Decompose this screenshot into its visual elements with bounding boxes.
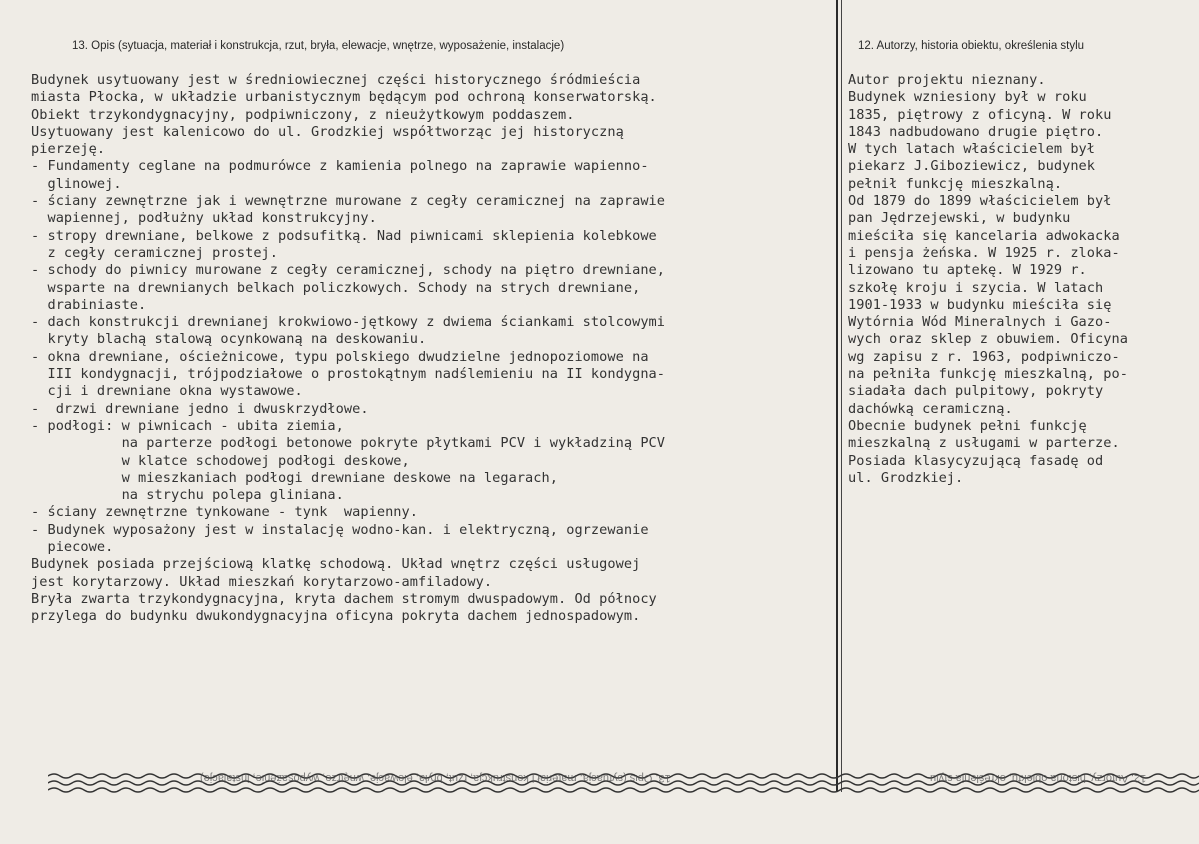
text-line: pełnił funkcję mieszkalną.: [848, 175, 1063, 192]
text-line: pierzeję.: [31, 141, 106, 158]
column-divider: [836, 0, 838, 792]
footer-mirrored-header-12: 12. Autorzy, historia obiektu, określenia stylu: [930, 772, 1147, 784]
text-line: - podłogi: w piwnicach - ubita ziemia,: [31, 417, 344, 434]
text-line: - stropy drewniane, belkowe z podsufitką. Nad piwnicami sklepienia kolebkowe: [31, 227, 657, 244]
text-line: na strychu polepa gliniana.: [31, 487, 344, 504]
text-line: Budynek wzniesiony był w roku: [848, 89, 1087, 106]
text-line: III kondygnacji, trójpodziałowe o prostokątnym nadślemieniu na II kondygna-: [31, 366, 666, 383]
text-line: z cegły ceramicznej prostej.: [31, 244, 279, 261]
footer-mirrored-header-13: 13. Opis (sytuacja, materiał i konstrukcja, rzut, bryła, elewacje, wnętrze, wyposażenie, instalacje): [200, 772, 671, 784]
section-13-body: [31, 72, 665, 626]
text-line: - schody do piwnicy murowane z cegły ceramicznej, schody na piętro drewniane,: [31, 262, 666, 279]
text-line: pan Jędrzejewski, w budynku: [848, 210, 1071, 227]
text-line: ul. Grodzkiej.: [848, 469, 964, 486]
text-line: - Fundamenty ceglane na podmurówce z kamienia polnego na zaprawie wapienno-: [31, 158, 649, 175]
text-line: 1835, piętrowy z oficyną. W roku: [848, 106, 1112, 123]
text-line: kryty blachą stalową ocynkowaną na deskowaniu.: [31, 331, 427, 348]
text-line: - Budynek wyposażony jest w instalację wodno-kan. i elektryczną, ogrzewanie: [31, 521, 649, 538]
text-line: miasta Płocka, w układzie urbanistycznym będącym pod ochroną konserwatorską.: [31, 89, 657, 106]
text-line: na pełniła funkcję mieszkalną, po-: [848, 366, 1128, 383]
text-line: Obecnie budynek pełni funkcję: [848, 417, 1087, 434]
text-line: W tych latach właścicielem był: [848, 141, 1096, 158]
text-line: dachówką ceramiczną.: [848, 400, 1013, 417]
text-line: Budynek usytuowany jest w średniowiecznej części historycznego śródmieścia: [31, 72, 641, 88]
text-line: wapiennej, podłużny układ konstrukcyjny.: [31, 210, 377, 227]
text-line: piekarz J.Giboziewicz, budynek: [848, 158, 1096, 175]
text-line: na parterze podłogi betonowe pokryte płytkami PCV i wykładziną PCV: [31, 435, 666, 452]
text-line: szkołę kroju i szycia. W latach: [848, 279, 1104, 296]
text-line: w mieszkaniach podłogi drewniane deskowe na legarach,: [31, 469, 558, 486]
text-line: Usytuowany jest kalenicowo do ul. Grodzkiej współtworząc jej historyczną: [31, 123, 624, 140]
text-line: siadała dach pulpitowy, pokryty: [848, 383, 1104, 400]
text-line: wych oraz sklep z obuwiem. Oficyna: [848, 331, 1128, 348]
section-12-header: 12. Autorzy, historia obiektu, określenia stylu: [858, 40, 1085, 52]
text-line: Posiada klasycyzującą fasadę od: [848, 452, 1104, 469]
text-line: wsparte na drewnianych belkach policzkowych. Schody na strych drewniane,: [31, 279, 641, 296]
text-line: w klatce schodowej podłogi deskowe,: [31, 452, 410, 469]
column-divider-thin: [841, 0, 842, 792]
text-line: Obiekt trzykondygnacyjny, podpiwniczony, z nieużytkowym poddaszem.: [31, 106, 575, 123]
text-line: - drzwi drewniane jedno i dwuskrzydłowe.: [31, 400, 369, 417]
text-line: - okna drewniane, ościeżnicowe, typu polskiego dwudzielne jednopoziomowe na: [31, 348, 649, 365]
text-line: Autor projektu nieznany.: [848, 72, 1046, 88]
text-line: Od 1879 do 1899 właścicielem był: [848, 193, 1112, 210]
section-13-header: 13. Opis (sytuacja, materiał i konstrukcja, rzut, bryła, elewacje, wnętrze, wyposażenie, instalacje): [72, 40, 565, 52]
text-line: Budynek posiada przejściową klatkę schodową. Układ wnętrz części usługowej: [31, 556, 641, 573]
text-line: drabiniaste.: [31, 296, 147, 313]
text-line: i pensja żeńska. W 1925 r. zloka-: [848, 244, 1120, 261]
text-line: piecowe.: [31, 539, 114, 556]
text-line: 1843 nadbudowano drugie piętro.: [848, 123, 1104, 140]
text-line: - ściany zewnętrzne jak i wewnętrzne murowane z cegły ceramicznej na zaprawie: [31, 193, 666, 210]
text-line: 1901-1933 w budynku mieściła się: [848, 296, 1112, 313]
text-line: przylega do budynku dwukondygnacyjna oficyna pokryta dachem jednospadowym.: [31, 608, 641, 625]
text-line: mieszkalną z usługami w parterze.: [848, 435, 1120, 452]
text-line: jest korytarzowy. Układ mieszkań korytarzowo-amfiladowy.: [31, 573, 493, 590]
text-line: lizowano tu aptekę. W 1929 r.: [848, 262, 1087, 279]
text-line: glinowej.: [31, 175, 122, 192]
text-line: wg zapisu z r. 1963, podpiwniczo-: [848, 348, 1120, 365]
text-line: - ściany zewnętrzne tynkowane - tynk wapienny.: [31, 504, 419, 521]
text-line: cji i drewniane okna wystawowe.: [31, 383, 303, 400]
text-line: mieściła się kancelaria adwokacka: [848, 227, 1120, 244]
text-line: - dach konstrukcji drewnianej krokwiowo-jętkowy z dwiema ściankami stolcowymi: [31, 314, 666, 331]
text-line: Wytórnia Wód Mineralnych i Gazo-: [848, 314, 1112, 331]
section-12-body: [848, 72, 1128, 487]
text-line: Bryła zwarta trzykondygnacyjna, kryta dachem stromym dwuspadowym. Od północy: [31, 590, 657, 607]
